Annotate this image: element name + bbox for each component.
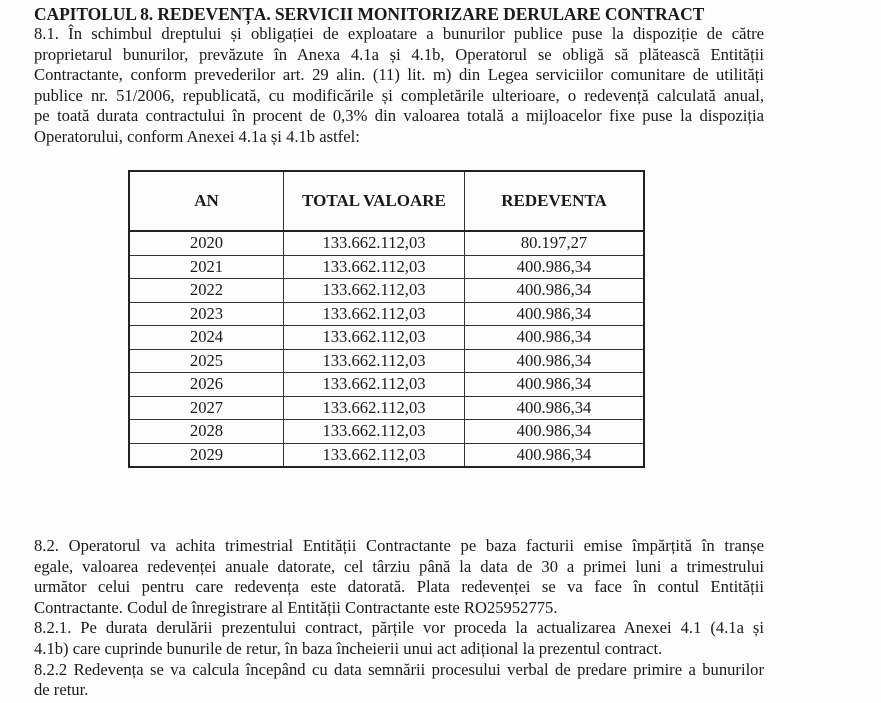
cell-an: 2024 [129, 326, 284, 350]
cell-total-valoare: 133.662.112,03 [284, 231, 465, 255]
table-body [129, 231, 644, 467]
cell-redeventa: 400.986,34 [465, 396, 645, 420]
text-line: Contractante, conform prevederilor art. 29 alin. (11) lit. m) din Legea serviciilor comunitare de utilități [34, 65, 764, 85]
cell-redeventa: 400.986,34 [465, 326, 645, 350]
cell-total-valoare: 133.662.112,03 [284, 349, 465, 373]
cell-an: 2023 [129, 302, 284, 326]
redeventa-table [128, 170, 645, 468]
cell-an: 2022 [129, 279, 284, 303]
table-row [129, 302, 644, 326]
text-line: proprietarul bunurilor, prevăzute în Anexa 4.1a și 4.1b, Operatorul se obligă să plătească Entității [34, 44, 764, 64]
table-row [129, 279, 644, 303]
cell-an: 2029 [129, 443, 284, 467]
cell-total-valoare: 133.662.112,03 [284, 279, 465, 303]
cell-redeventa: 80.197,27 [465, 231, 645, 255]
chapter-title: CAPITOLUL 8. REDEVENȚA. SERVICII MONITORIZARE DERULARE CONTRACT [34, 4, 705, 24]
cell-redeventa: 400.986,34 [465, 279, 645, 303]
lower-section [34, 536, 764, 701]
table-row [129, 326, 644, 350]
text-line: 8.2.1. Pe durata derulării prezentului contract, părțile vor proceda la actualizarea Anexei 4.1 (4.1a și [34, 618, 764, 638]
cell-total-valoare: 133.662.112,03 [284, 326, 465, 350]
cell-total-valoare: 133.662.112,03 [284, 420, 465, 444]
cell-total-valoare: 133.662.112,03 [284, 443, 465, 467]
table-header-row [129, 171, 644, 231]
cell-an: 2028 [129, 420, 284, 444]
paragraph-8-1 [34, 24, 764, 148]
text-line: 8.2. Operatorul va achita trimestrial Entității Contractante pe baza facturii emise împărțită în tranșe [34, 536, 764, 555]
header-an: AN [129, 171, 284, 231]
text-line: 8.2.2 Redevența se va calcula începând cu data semnării procesului verbal de predare primire a bunurilor [34, 659, 764, 679]
cell-redeventa: 400.986,34 [465, 255, 645, 279]
table-row [129, 443, 644, 467]
paragraph-8-2 [34, 536, 764, 618]
table-row [129, 349, 644, 373]
cell-an: 2026 [129, 373, 284, 397]
text-line: următor celui pentru care redevența este datorată. Plata redevenței se va face în contul Entității [34, 577, 764, 597]
cell-redeventa: 400.986,34 [465, 349, 645, 373]
cell-redeventa: 400.986,34 [465, 302, 645, 326]
cell-total-valoare: 133.662.112,03 [284, 255, 465, 279]
header-total-valoare: TOTAL VALOARE [284, 171, 465, 231]
text-line: 8.1. În schimbul dreptului și obligației de exploatare a bunurilor publice puse la dispoziție de către [34, 24, 764, 43]
table-row [129, 255, 644, 279]
table-row [129, 396, 644, 420]
paragraph-8-2-1 [34, 618, 764, 659]
cell-redeventa: 400.986,34 [465, 420, 645, 444]
cell-an: 2027 [129, 396, 284, 420]
text-line: pe toată durata contractului în procent de 0,3% din valoarea totală a mijloacelor fixe puse la dispoziția [34, 106, 764, 126]
header-redeventa: REDEVENTA [465, 171, 645, 231]
table-row [129, 231, 644, 255]
table-row [129, 373, 644, 397]
cell-total-valoare: 133.662.112,03 [284, 396, 465, 420]
cell-an: 2025 [129, 349, 284, 373]
paragraph-8-2-2 [34, 660, 764, 701]
text-line: Operatorului, conform Anexei 4.1a și 4.1b astfel: [34, 126, 360, 146]
text-line: de retur. [34, 680, 89, 700]
cell-redeventa: 400.986,34 [465, 373, 645, 397]
cell-an: 2020 [129, 231, 284, 255]
text-line: publice nr. 51/2006, republicată, cu modificările și completările ulterioare, o redevență calculată anual, [34, 85, 764, 105]
text-line: Contractante. Codul de înregistrare al Entității Contractante este RO25952775. [34, 597, 558, 617]
table-row [129, 420, 644, 444]
text-line: 4.1b) care cuprinde bunurile de retur, în baza încheierii unui act adițional la prezentul contract. [34, 638, 663, 658]
cell-an: 2021 [129, 255, 284, 279]
cell-total-valoare: 133.662.112,03 [284, 373, 465, 397]
text-line: egale, valoarea redevenței anuale datorate, cel târziu până la data de 30 a primei luni a trimestrului [34, 556, 764, 576]
redeventa-table-container [128, 170, 645, 468]
document-page [34, 4, 764, 148]
cell-total-valoare: 133.662.112,03 [284, 302, 465, 326]
cell-redeventa: 400.986,34 [465, 443, 645, 467]
